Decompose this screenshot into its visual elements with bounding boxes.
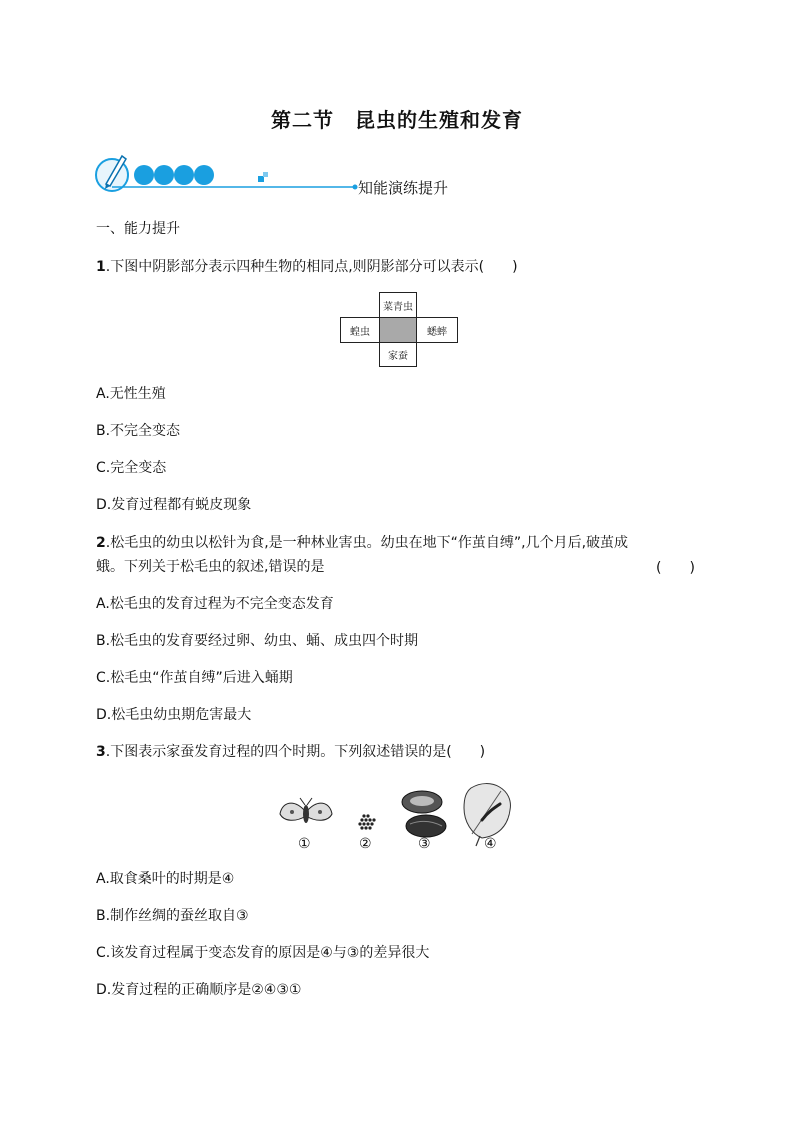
cross-shaded-center (379, 317, 417, 343)
q2-option-b: B.松毛虫的发育要经过卵、幼虫、蛹、成虫四个时期 (96, 633, 419, 649)
question-number: 2 (96, 535, 106, 551)
question-2-stem-cont: 蛾。下列关于松毛虫的叙述,错误的是 (96, 559, 325, 575)
banner-dot-4 (194, 165, 214, 185)
question-1-stem: 1.下图中阴影部分表示四种生物的相同点,则阴影部分可以表示( ) (96, 259, 518, 275)
banner-label: 知能演练提升 (358, 179, 449, 197)
pupa-icon (402, 791, 446, 837)
q3-option-b: B.制作丝绸的蚕丝取自③ (96, 908, 249, 924)
banner-dot-3 (174, 165, 194, 185)
cross-bottom-cell: 家蚕 (379, 342, 417, 367)
cross-top-cell: 菜青虫 (379, 292, 417, 318)
q3-option-d: D.发育过程的正确顺序是②④③① (96, 982, 302, 998)
q1-option-b: B.不完全变态 (96, 423, 181, 439)
q2-option-a: A.松毛虫的发育过程为不完全变态发育 (96, 596, 334, 612)
q1-option-a: A.无性生殖 (96, 386, 166, 402)
question-number: 3 (96, 744, 106, 760)
q2-option-d: D.松毛虫幼虫期危害最大 (96, 707, 252, 723)
moth-icon (280, 798, 332, 823)
q1-cross-figure (340, 292, 458, 367)
q1-option-d: D.发育过程都有蜕皮现象 (96, 497, 252, 513)
cross-left-cell: 蝗虫 (340, 317, 380, 343)
stage-label-2: ② (359, 836, 372, 852)
q3-option-c: C.该发育过程属于变态发育的原因是④与③的差异很大 (96, 945, 430, 961)
question-number: 1 (96, 259, 106, 275)
silkworm-stages-figure (276, 776, 516, 854)
stage-label-3: ③ (418, 836, 431, 852)
eggs-icon (358, 814, 375, 829)
banner-dot-1 (134, 165, 154, 185)
page-title: 第二节 昆虫的生殖和发育 (271, 108, 523, 132)
stage-label-4: ④ (484, 836, 497, 852)
answer-paren: ( ) (656, 560, 695, 576)
q3-option-a: A.取食桑叶的时期是④ (96, 871, 235, 887)
stage-label-1: ① (298, 836, 311, 852)
pencil-icon (96, 156, 128, 191)
q2-option-c: C.松毛虫“作茧自缚”后进入蛹期 (96, 670, 293, 686)
q1-option-c: C.完全变态 (96, 460, 167, 476)
section-banner (92, 150, 512, 200)
question-2-stem: 2.松毛虫的幼虫以松针为食,是一种林业害虫。幼虫在地下“作茧自缚”,几个月后,破茧成 (96, 535, 629, 551)
banner-dot-2 (154, 165, 174, 185)
section-heading: 一、能力提升 (96, 221, 180, 237)
question-3-stem: 3.下图表示家蚕发育过程的四个时期。下列叙述错误的是( ) (96, 744, 486, 760)
cross-right-cell: 蟋蟀 (416, 317, 458, 343)
